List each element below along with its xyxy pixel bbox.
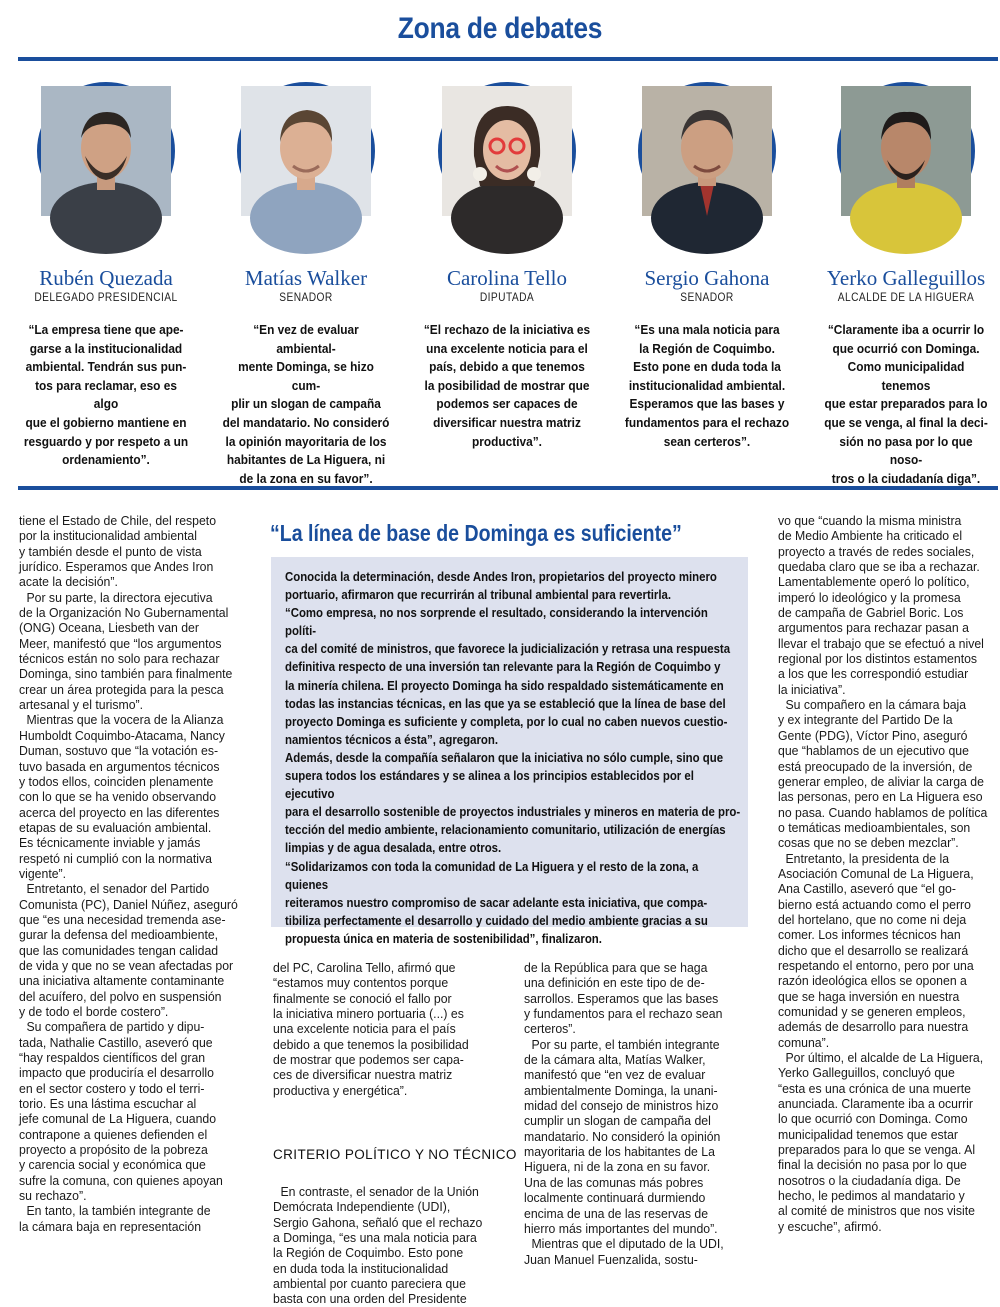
man-portrait-icon [237, 82, 375, 220]
paragraph: tiene el Estado de Chile, del respeto por la institucionalidad ambiental y también desde el punto de vista jurídico. Esperamos que Andes Iron acate la decisión”. [19, 513, 217, 590]
paragraph: Entretanto, el senador del Partido Comunista (PC), Daniel Núñez, aseguró que “es una necesidad tremenda ase- gurar la defensa del medioambiente, que las comunidades tengan calidad de vida y que no se vean afectadas por una iniciativa altamente contaminante del acuífero, del polvo en suspensión y de todo el borde costero”. [19, 881, 238, 1019]
article-column-3 [524, 960, 750, 1267]
man-portrait-icon [638, 82, 776, 220]
profile-name: Yerko Galleguillos [826, 266, 986, 290]
box-paragraph: “Como empresa, no nos sorprende el resultado, considerando la intervención políti- ca del comité de ministros, que favorece la judicialización y retrasa una respuesta definitiva respecto de una inversión tan relevante para la Región de Coquimbo y la minería chilena. El proyecto Dominga ha sido respaldado sistemáticamente en todas las instancias técnicas, en las que ya se estableció que la línea de base del proyecto Dominga es suficiente y completa, por lo cual no caben nuevos cuestio- namientos técnicos a ésta”, agregaron. [285, 605, 731, 747]
subheading: CRITERIO POLÍTICO Y NO TÉCNICO [273, 1147, 517, 1162]
box-paragraph: Además, desde la compañía señalaron que la iniciativa no sólo cumple, sino que supera todos los estándares y se alinea a los principios establecidos por el ejecutivo para el desarrollo sostenible de proyectos industriales y mineros en materia de pro- tección del medio ambiente, relacionamiento comunitario, utilización de energías limpias y de agua desalada, entre otros. [285, 749, 741, 856]
profile-quote: “El rechazo de la iniciativa es una excelente noticia para el país, debido a que tenemos la posibilidad de mostrar que podemos ser capaces de diversificar nuestra matriz productiva”. [423, 322, 591, 449]
paragraph: del PC, Carolina Tello, afirmó que “estamos muy contentos porque finalmente se conoció el fallo por la iniciativa minero portuaria (...) es una excelente noticia para el país debido a que tenemos la posibilidad de mostrar que podemos ser capa- ces de diversificar nuestra matriz productiva y energética”. [273, 960, 469, 1098]
profile-role: ALCALDE DE LA HIGUERA [837, 290, 975, 304]
box-headline: “La línea de base de Dominga es suficiente” [270, 520, 682, 546]
man-portrait-icon [37, 82, 175, 220]
section-title: Zona de debates [397, 12, 603, 45]
profile-name: Carolina Tello [446, 266, 568, 290]
profile-quote: “En vez de evaluar ambiental- mente Dominga, se hizo cum- plir un slogan de campaña del mandatario. No consideró la opinión mayoritaria de los habitantes de La Higuera, ni de la zona en su favor”. [222, 322, 390, 486]
profile-name: Matías Walker [244, 266, 368, 290]
paragraph: de la República para que se haga una definición en este tipo de de- sarrollos. Esperamos que las bases y fundamentos para el rechazo sean certeros”. [524, 960, 723, 1037]
article-column-2 [273, 960, 489, 1098]
paragraph: Su compañero en la cámara baja y ex integrante del Partido De la Gente (PDG), Víctor Pino, aseguró que “hablamos de un ejecutivo que está preocupado de la inversión, de generar empleo, de aliviar la carga de las personas, pero en La Higuera eso no pasa. Cuando hablamos de política o temáticas medioambientales, son cosas que no se deben mezclar”. [778, 697, 988, 851]
paragraph: Por su parte, la directora ejecutiva de la Organización No Gubernamental (ONG) Oceana, Liesbeth van der Meer, manifestó que “los argumentos técnicos están no solo para rechazar Dominga, sino también para finalmente crear un área protegida para la pesca artesanal y el turismo”. [19, 589, 233, 713]
sidebar-box [271, 557, 748, 946]
profile-name: Sergio Gahona [644, 266, 770, 290]
profile-ruben-quezada [13, 78, 199, 470]
profile-matias-walker [213, 78, 399, 488]
paragraph: Por su parte, el también integrante de la cámara alta, Matías Walker, manifestó que “en vez de evaluar ambientalmente Dominga, la unani- midad del consejo de ministros hizo cumplir un slogan de campaña del mandatario. No consideró la opinión mayoritaria de los habitantes de La Higuera, ni de la zona en su favor. Una de las comunas más pobres localmente continuará durmiendo encima de una de las reservas de hierro más importantes del mundo”. [524, 1036, 721, 1236]
box-paragraph: Conocida la determinación, desde Andes Iron, propietarios del proyecto minero portuario, afirmaron que recurrirán al tribunal ambiental para revertirla. [285, 569, 717, 603]
paragraph: vo que “cuando la misma ministra de Medio Ambiente ha criticado el proyecto a través de redes sociales, quedaba claro que se iba a rechazar. Lamentablemente operó lo político, imperó lo ideológico y la promesa de campaña de Gabriel Boric. Los argumentos para rechazar pasan a llevar el trabajo que se efectuó a nivel regional por los distintos estamentos a los que les correspondió estudiar la iniciativa”. [778, 513, 984, 697]
woman-portrait-icon [438, 82, 576, 220]
paragraph: Su compañera de partido y dipu- tada, Nathalie Castillo, aseveró que “hay respaldos científicos del gran impacto que produciría el desarrollo en el sector costero y todo el terri- torio. Es una lástima escuchar al jefe comunal de La Higuera, cuando contrapone a quienes defienden el proyecto a propósito de la pobreza y carencia social y económica que sufre la comuna, con quienes apoyan su rechazo”. [19, 1019, 223, 1204]
profile-role: DIPUTADA [479, 290, 535, 304]
man-portrait-icon [837, 82, 975, 220]
profile-quote: “Claramente iba a ocurrir lo que ocurrió con Dominga. Como municipalidad tenemos que estar preparados para lo que se venga, al final la deci- sión no pasa por lo que noso- tros o la ciudadanía diga”. [824, 322, 988, 486]
paragraph: Por último, el alcalde de La Higuera, Yerko Galleguillos, concluyó que “esta es una crónica de una muerte anunciada. Claramente iba a ocurrir lo que ocurrió con Dominga. Como municipalidad tenemos que estar preparados para lo que se venga. Al final la decisión no pasa por lo que nosotros o la ciudadanía diga. De hecho, le pedimos al mandatario y al comité de ministros que nos visite y escuche”, afirmó. [778, 1050, 984, 1234]
profile-role: SENADOR [279, 290, 333, 304]
profile-sergio-gahona [614, 78, 800, 451]
paragraph: Entretanto, la presidenta de la Asociación Comunal de La Higuera, Ana Castillo, aseveró que “el go- bierno está actuando como el perro del hortelano, que no come ni deja comer. Los informes técnicos han dicho que el desarrollo se realizará respetando el entorno, pero por una razón ideológica ellos se oponen a que se haga inversión en nuestra comunidad y se generen empleos, además de desarrollo para nuestra comuna”. [778, 850, 974, 1050]
article-column-2-continued [273, 1184, 489, 1307]
paragraph: En tanto, la también integrante de la cámara baja en representación [19, 1203, 211, 1234]
paragraph: En contraste, el senador de la Unión Demócrata Independiente (UDI), Sergio Gahona, señaló que el rechazo a Dominga, “es una mala noticia para la Región de Coquimbo. Esto pone en duda toda la institucionalidad ambiental por cuanto pareciera que basta con una orden del Presidente [273, 1184, 483, 1307]
top-divider [18, 57, 998, 61]
paragraph: Mientras que la vocera de la Alianza Humboldt Coquimbo-Atacama, Nancy Duman, sostuvo que “la votación es- tuvo basada en argumentos técnicos y todos ellos, coinciden plenamente con lo que se ha venido observando acerca del proyecto en las diferentes etapas de su evaluación ambiental. Es técnicamente inviable y jamás respetó ni cumplió con la normativa vigente”. [19, 712, 225, 881]
profile-yerko-galleguillos [813, 78, 999, 488]
profile-quote: “La empresa tiene que ape- garse a la institucionalidad ambiental. Tendrán sus pun- tos para reclamar, eso es algo que el gobierno mantiene en resguardo y por respeto a un ordenamiento”. [23, 322, 189, 468]
article-column-1 [19, 513, 246, 1234]
article-column-4 [778, 513, 1000, 1234]
profile-quote: “Es una mala noticia para la Región de Coquimbo. Esto pone en duda toda la institucionalidad ambiental. Esperamos que las bases y fundamentos para el rechazo sean certeros”. [624, 322, 790, 449]
paragraph: Mientras que el diputado de la UDI, Juan Manuel Fuenzalida, sostu- [524, 1236, 724, 1267]
middle-divider [18, 486, 998, 490]
profile-carolina-tello [414, 78, 600, 451]
box-paragraph: “Solidarizamos con toda la comunidad de La Higuera y el resto de la zona, a quienes reiteramos nuestro compromiso de sacar adelante esta iniciativa, que compa- tibiliza perfectamente el desarrollo y cuidado del medio ambiente gracias a su propuesta única en materia de sostenibilidad”, finalizaron. [285, 858, 708, 946]
profile-name: Rubén Quezada [39, 266, 173, 290]
profile-role: DELEGADO PRESIDENCIAL [34, 290, 178, 304]
profile-role: SENADOR [680, 290, 734, 304]
